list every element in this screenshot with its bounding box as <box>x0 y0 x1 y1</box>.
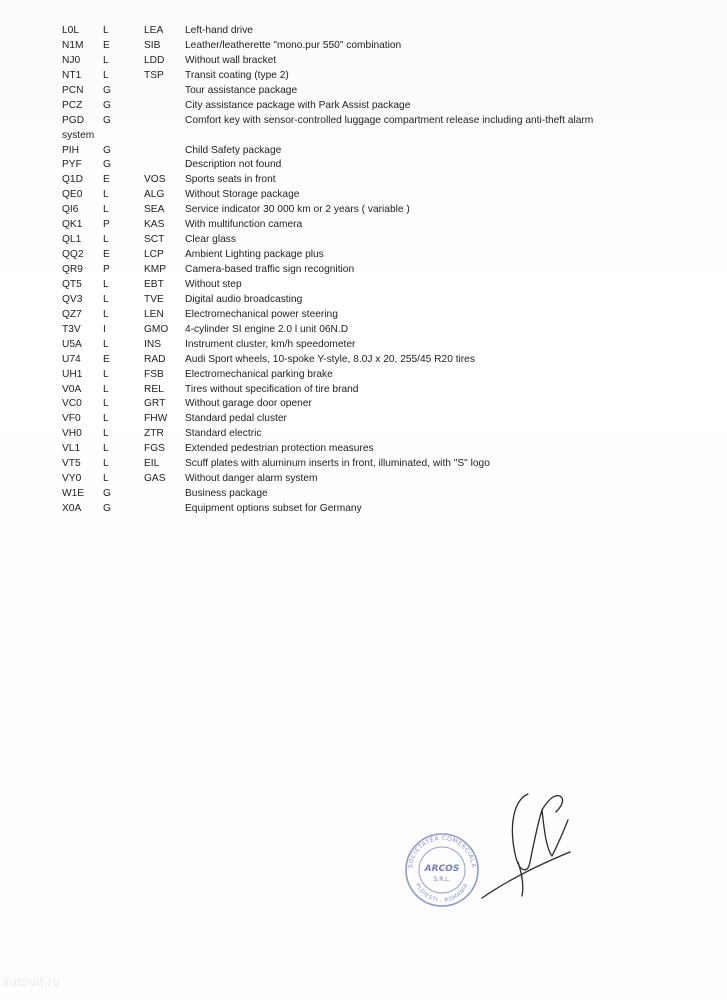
stamp-graphic <box>390 770 590 920</box>
option-row <box>62 69 702 84</box>
option-desc: Sports seats in front <box>185 174 276 186</box>
option-row <box>62 412 702 427</box>
option-desc: Transit coating (type 2) <box>185 69 289 81</box>
option-code: QE0 <box>62 189 83 201</box>
option-desc: Without danger alarm system <box>185 473 318 485</box>
option-code: PCZ <box>62 99 83 111</box>
option-desc: Ambient Lighting package plus <box>185 249 324 261</box>
option-type: G <box>103 84 111 96</box>
option-type: P <box>103 264 110 275</box>
option-row <box>62 353 702 368</box>
option-abbr: FSB <box>144 368 164 380</box>
option-code: NT1 <box>62 69 82 81</box>
option-abbr: VOS <box>144 174 166 186</box>
option-code: PYF <box>62 159 82 171</box>
option-type: L <box>103 473 109 485</box>
option-desc: Without Storage package <box>185 189 300 201</box>
option-type: G <box>103 114 111 126</box>
option-desc: Scuff plates with aluminum inserts in front, illuminated, with "S" logo <box>185 458 490 470</box>
option-type: L <box>103 338 109 350</box>
option-code: system <box>62 129 95 141</box>
option-type: L <box>103 308 109 320</box>
option-row <box>62 308 702 323</box>
option-abbr: TSP <box>144 69 164 81</box>
option-desc: Left-hand drive <box>185 25 253 36</box>
option-code: W1E <box>62 488 85 500</box>
option-desc: Electromechanical parking brake <box>185 368 333 380</box>
option-abbr: GRT <box>144 398 166 410</box>
option-desc: Comfort key with sensor-controlled luggage compartment release including anti-theft alarm <box>185 114 594 126</box>
option-desc: Standard electric <box>185 428 262 440</box>
option-abbr: LCP <box>144 249 164 261</box>
option-type: E <box>103 174 110 186</box>
option-code: VL1 <box>62 443 81 455</box>
option-code: PGD <box>62 114 85 126</box>
option-code: VC0 <box>62 398 82 410</box>
option-desc: Digital audio broadcasting <box>185 293 303 305</box>
option-abbr: TVE <box>144 293 164 305</box>
option-desc: Equipment options subset for Germany <box>185 503 362 514</box>
option-row <box>62 442 702 457</box>
option-type: G <box>103 159 111 171</box>
option-desc: 4-cylinder SI engine 2.0 l unit 06N.D <box>185 323 349 335</box>
option-abbr: ALG <box>144 189 165 201</box>
option-code: PIH <box>62 144 79 156</box>
option-row <box>62 173 702 188</box>
option-type: E <box>103 39 110 51</box>
option-abbr: SEA <box>144 204 165 216</box>
option-desc: Business package <box>185 488 268 500</box>
option-code: UH1 <box>62 368 83 380</box>
seal-ring-bottom: PLOIESTI - ROMANIA <box>414 882 470 905</box>
seal-ring-top: SOCIETATEA COMERCIALA <box>407 834 478 869</box>
option-code: VF0 <box>62 413 81 425</box>
option-desc: Camera-based traffic sign recognition <box>185 264 355 275</box>
option-row <box>62 144 702 159</box>
options-list <box>62 24 702 517</box>
signature-and-stamp <box>390 770 590 920</box>
option-type: G <box>103 99 111 111</box>
option-abbr: INS <box>144 338 161 350</box>
option-code: V0A <box>62 383 82 395</box>
option-type: E <box>103 249 110 261</box>
option-desc: Tires without specification of tire brand <box>185 383 359 395</box>
option-code: Q1D <box>62 174 83 186</box>
option-abbr: GMO <box>144 323 169 335</box>
option-type: G <box>103 488 111 500</box>
option-row <box>62 99 702 114</box>
option-row <box>62 502 702 517</box>
option-desc: Instrument cluster, km/h speedometer <box>185 338 356 350</box>
option-code: VH0 <box>62 428 82 440</box>
option-code: T3V <box>62 323 81 335</box>
option-row <box>62 487 702 502</box>
option-row <box>62 218 702 233</box>
option-code: QQ2 <box>62 249 84 261</box>
option-row <box>62 188 702 203</box>
option-desc: With multifunction camera <box>185 219 303 231</box>
option-abbr: FGS <box>144 443 165 455</box>
option-desc: Electromechanical power steering <box>185 308 338 320</box>
option-desc: Leather/leatherette "mono.pur 550" combination <box>185 39 402 51</box>
option-code: N1M <box>62 39 84 51</box>
option-type: L <box>103 293 109 305</box>
option-row <box>62 472 702 487</box>
option-row <box>62 397 702 412</box>
option-code: U74 <box>62 353 81 365</box>
option-type: G <box>103 144 111 156</box>
option-type: I <box>103 323 106 335</box>
option-row <box>62 368 702 383</box>
seal-legal-form: S.R.L. <box>433 876 451 883</box>
option-code: L0L <box>62 25 79 36</box>
option-code: VY0 <box>62 473 82 485</box>
option-row <box>62 39 702 54</box>
option-type: L <box>103 25 109 36</box>
option-row <box>62 54 702 69</box>
option-type: L <box>103 368 109 380</box>
option-row <box>62 233 702 248</box>
option-abbr: LDD <box>144 54 165 66</box>
option-desc: Child Safety package <box>185 144 282 156</box>
option-row <box>62 383 702 398</box>
option-row <box>62 248 702 263</box>
option-desc: Without step <box>185 278 242 290</box>
option-code: QK1 <box>62 219 83 231</box>
option-code: X0A <box>62 503 82 514</box>
option-abbr: REL <box>144 383 164 395</box>
option-abbr: LEA <box>144 25 164 36</box>
option-row <box>62 158 702 173</box>
option-abbr: FHW <box>144 413 168 425</box>
option-abbr: GAS <box>144 473 166 485</box>
option-row <box>62 457 702 472</box>
option-abbr: ZTR <box>144 428 164 440</box>
option-code: QV3 <box>62 293 83 305</box>
option-type: E <box>103 353 110 365</box>
option-abbr: KMP <box>144 264 167 275</box>
option-type: L <box>103 398 109 410</box>
option-code: U5A <box>62 338 82 350</box>
option-code: QL1 <box>62 234 82 246</box>
option-abbr: RAD <box>144 353 166 365</box>
watermark: autovit.ro <box>2 974 61 989</box>
option-type: L <box>103 204 109 216</box>
option-type: P <box>103 219 110 231</box>
option-desc: Description not found <box>185 159 282 171</box>
option-code: PCN <box>62 84 84 96</box>
option-type: L <box>103 278 109 290</box>
option-row <box>62 24 702 39</box>
option-desc: Service indicator 30 000 km or 2 years ( variable ) <box>185 204 410 216</box>
option-desc: Without wall bracket <box>185 54 277 66</box>
option-abbr: EIL <box>144 458 160 470</box>
option-row-continuation <box>62 129 702 144</box>
option-code: QR9 <box>62 264 83 275</box>
option-row <box>62 293 702 308</box>
option-row <box>62 427 702 442</box>
option-desc: City assistance package with Park Assist package <box>185 99 411 111</box>
option-abbr: SIB <box>144 39 161 51</box>
option-desc: Without garage door opener <box>185 398 312 410</box>
option-row <box>62 278 702 293</box>
seal-company: ARCOS <box>424 864 460 874</box>
option-desc: Tour assistance package <box>185 84 298 96</box>
company-seal <box>406 834 478 906</box>
option-abbr: EBT <box>144 278 164 290</box>
option-type: G <box>103 503 111 514</box>
option-desc: Clear glass <box>185 234 236 246</box>
option-type: L <box>103 189 109 201</box>
option-row <box>62 323 702 338</box>
option-code: QI6 <box>62 204 79 216</box>
option-code: QT5 <box>62 278 82 290</box>
option-desc: Extended pedestrian protection measures <box>185 443 374 455</box>
option-row <box>62 338 702 353</box>
handwritten-signature <box>482 794 570 898</box>
option-row <box>62 263 702 278</box>
option-desc: Standard pedal cluster <box>185 413 287 425</box>
option-type: L <box>103 458 109 470</box>
option-row <box>62 114 702 129</box>
option-desc: Audi Sport wheels, 10-spoke Y-style, 8.0J x 20, 255/45 R20 tires <box>185 353 475 365</box>
option-type: L <box>103 54 109 66</box>
option-abbr: LEN <box>144 308 164 320</box>
option-type: L <box>103 443 109 455</box>
option-type: L <box>103 69 109 81</box>
option-code: VT5 <box>62 458 81 470</box>
option-code: NJ0 <box>62 54 81 66</box>
option-abbr: KAS <box>144 219 165 231</box>
option-code: QZ7 <box>62 308 82 320</box>
option-type: L <box>103 413 109 425</box>
option-type: L <box>103 234 109 246</box>
option-abbr: SCT <box>144 234 165 246</box>
option-type: L <box>103 383 109 395</box>
option-row <box>62 203 702 218</box>
option-type: L <box>103 428 109 440</box>
option-row <box>62 84 702 99</box>
